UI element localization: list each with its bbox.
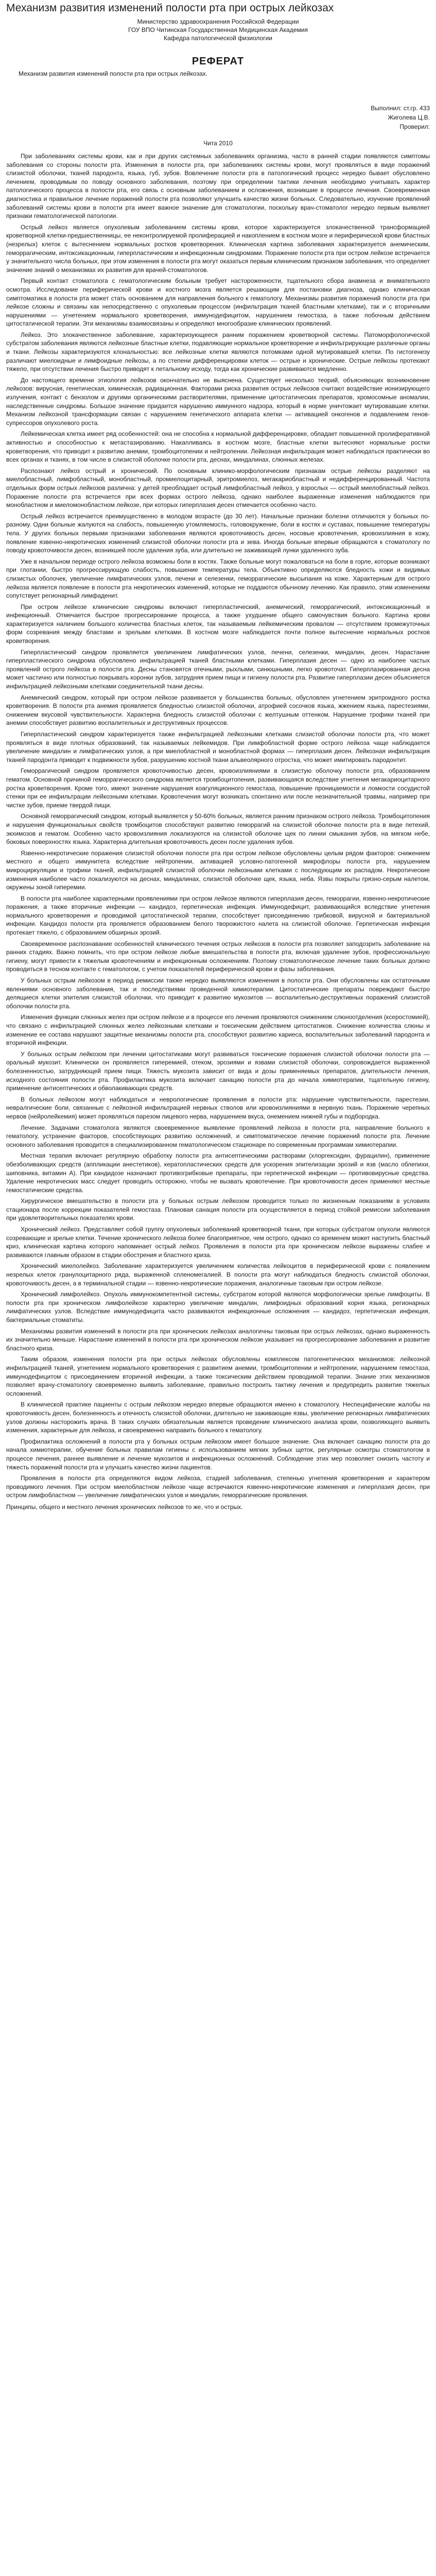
paragraph: Лейкемическая клетка имеет ряд особенностей: она не способна к нормальной дифференцировке, обладает повышенной пролиферативной активностью и способностью к метастазированию. Накапливаясь в костном мозге, бластные клетки вытесняют нормальные ростки кроветворения, что приводит к развитию анемии, тромбоцитопении и нейтропении. Лейкозная инфильтрация может наблюдаться практически во всех органах и тканях, в том числе в слизистой оболочке полости рта, деснах, миндалинах, слюнных железах. — [6, 430, 430, 464]
paragraph: Механизмы развития изменений в полости рта при хронических лейкозах аналогичны таковым при острых лейкозах, однако выраженность их значительно меньше. Нарастание изменений в полости рта при хроническом лейкозе указывает на прогрессирование заболевания и развитие бластного криза. — [6, 1327, 430, 1352]
paragraph: При заболеваниях системы крови, как и при других системных заболеваниях организма, часто в ранней стадии появляются симптомы заболевания со стороны полости рта. Изменения в полости рта, при заболеваниях системы крови, могут проявляться в виде поражений слизистой оболочки, тканей пародонта, языка, губ, зубов. Вовлечение полости рта в патологический процесс нередко бывает обусловлено лечением, проводимым по поводу основного заболевания, поэтому при определении тактики лечения необходимо учитывать характер патологического процесса в полости рта, его связь с основным заболеванием и осложнения, возникшие в процессе лечения. Своевременная диагностика и правильное лечение поражений полости рта позволяют улучшить качество жизни больных. Следовательно, изучение проявлений заболеваний системы крови в полости рта имеет важное значение для стоматологии, поскольку врач-стоматолог нередко первым выявляет признаки гематологической патологии. — [6, 152, 430, 220]
paragraph: Лечение. Задачами стоматолога являются своевременное выявление проявлений лейкоза в полости рта, направление больного к гематологу, устранение факторов, способствующих развитию осложнений, и симптоматическое лечение поражений полости рта. Лечение основного заболевания проводится в специализированном гематологическом стационаре по современным программам химиотерапии. — [6, 1124, 430, 1148]
paragraph: Местная терапия включает регулярную обработку полости рта антисептическими растворами (хлоргексидин, фурацилин), применение обезболивающих средств (аппликации анестетиков), кератопластических средств для ускорения эпителизации эрозий и язв (масло облепихи, шиповника, витамин А). При кандидозе назначают противогрибковые препараты, при герпетической инфекции — противовирусные средства. Удаление некротических масс следует проводить осторожно, чтобы не вызвать кровотечение. При кровоточивости десен применяют местные гемостатические средства. — [6, 1152, 430, 1194]
paragraph: В больных лейкозом могут наблюдаться и неврологические проявления в полости рта: нарушение чувствительности, парестезии, невралгические боли, связанные с лейкозной инфильтрацией нервных стволов или кровоизлияниями в нервную ткань. Поражение черепных нервов (нейролейкемия) может проявляться парезом лицевого нерва, нарушением вкуса, онемением нижней губы и подбородка. — [6, 1095, 430, 1120]
paragraph: Острый лейкоз встречается преимущественно в молодом возрасте (до 30 лет). Начальные признаки болезни отличаются у больных по-разному. Одни больные жалуются на слабость, повышенную утомляемость, головокружение, боли в костях и суставах, повышение температуры тела. У других больных первыми признаками заболевания являются кровоточивость десен, носовые кровотечения, кровоизлияния в кожу, появление язвенно-некротических изменений слизистой оболочки полости рта и зева. Иногда больные впервые обращаются к стоматологу по поводу кровоточивости десен, возникшей после удаления зуба, или длительно не заживающей лунки удаленного зуба. — [6, 512, 430, 554]
paragraph: Геморрагический синдром проявляется кровоточивостью десен, кровоизлияниями в слизистую оболочку полости рта, образованием гематом. Основной причиной геморрагического синдрома является тромбоцитопения, развивающаяся вследствие угнетения мегакариоцитарного ростка кроветворения. Кроме того, имеют значение нарушения коагуляционного гемостаза, повышение проницаемости и ломкости сосудистой стенки при ее инфильтрации лейкозными клетками. Кровотечения могут возникать спонтанно или после незначительной травмы, например при чистке зубов, приеме твердой пищи. — [6, 767, 430, 809]
final-heading: Принципы, общего и местного лечения хронических лейкозов то же, что и острых. — [6, 1503, 243, 1511]
paragraph: У больных острым лейкозом при лечении цитостатиками могут развиваться токсические поражения слизистой оболочки полости рта — оральный мукозит. Клинически он проявляется гиперемией, отеком, эрозиями и язвами слизистой оболочки, сопровождается выраженной болезненностью, затрудняющей прием пищи. Тяжесть мукозита зависит от вида и дозы применяемых препаратов, длительности лечения, исходного состояния полости рта. Профилактика мукозита включает санацию полости рта до начала химиотерапии, тщательную гигиену, применение антисептических и обволакивающих средств. — [6, 1050, 430, 1092]
paragraph: Распознают лейкоз острый и хронический. По основным клинико-морфологическим признакам острые лейкозы разделяют на миелобластный, лимфобластный, монобластный, промиелоцитарный, эритромиелоз, мегакариобластный и недифференцированный. Частота отдельных форм острых лейкозов различна: у детей преобладает острый лимфобластный лейкоз, у взрослых — острый миелобластный лейкоз. Поражение полости рта встречается при всех формах острого лейкоза, однако наиболее выраженные изменения наблюдаются при монобластном и миеломонобластном лейкозе, при которых гиперплазия десен отмечается особенно часто. — [6, 467, 430, 509]
body-text — [6, 152, 430, 1500]
paragraph: У больных острым лейкозом в период ремиссии также нередко выявляются изменения в полости рта. Они обусловлены как остаточными явлениями основного заболевания, так и последствиями проведенной химиотерапии. Цитостатические препараты повреждают быстро делящиеся клетки эпителия слизистой оболочки, что приводит к развитию мукозитов — воспалительно-деструктивных поражений слизистой оболочки полости рта. — [6, 977, 430, 1010]
academy-line: ГОУ ВПО Читинская Государственная Медицинская Академия — [128, 26, 308, 33]
paragraph: Своевременное распознавание особенностей клинического течения острых лейкозов в полости рта позволяет заподозрить заболевание на ранних стадиях. Важно помнить, что при остром лейкозе любые вмешательства в полости рта, включая удаление зубов, профессиональную гигиену, могут привести к тяжелым кровотечениям и инфекционным осложнениям. Поэтому стоматологическое лечение таких больных должно проводиться в тесном контакте с гематологом, с учетом показателей периферической крови и фазы заболевания. — [6, 940, 430, 973]
city-year: Чита 2010 — [203, 140, 233, 147]
department-line: Кафедра патологической физиологии — [163, 35, 272, 42]
paragraph: В полости рта наиболее характерными проявлениями при остром лейкозе являются гиперплазия десен, геморрагии, язвенно-некротические поражения, а также вторичные инфекции — кандидоз, герпетическая инфекция. Иммунодефицит, развивающийся вследствие угнетения нормального кроветворения и проводимой цитостатической терапии, способствует присоединению грибковой, вирусной и бактериальной инфекции. Кандидоз полости рта проявляется образованием белого творожистого налета на слизистой оболочке. Герпетическая инфекция протекает тяжело, с образованием обширных эрозий. — [6, 894, 430, 937]
paragraph: Хирургическое вмешательство в полости рта у больных острым лейкозом проводится только по жизненным показаниям в условиях стационара после коррекции показателей гемостаза. Плановая санация полости рта осуществляется в период стойкой ремиссии заболевания при удовлетворительных показателях крови. — [6, 1197, 430, 1222]
paragraph: Профилактика осложнений в полости рта у больных острым лейкозом имеет большое значение. Она включает санацию полости рта до начала химиотерапии, обучение больных правилам гигиены с использованием мягких зубных щеток, регулярные осмотры стоматологом в процессе лечения, раннее выявление и лечение мукозитов и инфекционных осложнений. Соблюдение этих мер позволяет снизить частоту и тяжесть поражений полости рта и улучшить качество жизни пациентов. — [6, 1437, 430, 1471]
referat-subtitle: Механизм развития изменений полости рта при острых лейкозах. — [19, 70, 207, 77]
paragraph: До настоящего времени этиология лейкозов окончательно не выяснена. Существует несколько теорий, объясняющих возникновение лейкозов: вирусная, генетическая, химическая, радиационная. Факторами риска развития острых лейкозов считают воздействие ионизирующего излучения, контакт с бензолом и другими органическими растворителями, применение цитостатических препаратов, хромосомные аномалии, наследственные синдромы. Большое значение придается нарушению иммунного надзора, который в норме уничтожает мутировавшие клетки. Механизм лейкозной трансформации связан с нарушением генетического аппарата клетки — активацией онкогенов и подавлением генов-супрессоров опухолевого роста. — [6, 376, 430, 427]
document-title: Механизм развития изменений полости рта при острых лейкозах — [6, 2, 334, 14]
paragraph: Хронический миелолейкоз. Заболевание характеризуется увеличением количества лейкоцитов в периферической крови с появлением незрелых клеток гранулоцитарного ряда, выраженной спленомегалией. В полости рта могут наблюдаться бледность слизистой оболочки, кровоточивость десен, а в терминальной стадии — язвенно-некротические поражения, аналогичные таковым при остром лейкозе. — [6, 1262, 430, 1287]
paragraph: Язвенно-некротические поражения слизистой оболочки полости рта при остром лейкозе обусловлены целым рядом факторов: снижением местного и общего иммунитета вследствие нейтропении, активацией условно-патогенной микрофлоры полости рта, нарушением микроциркуляции и трофики тканей, инфильтрацией слизистой оболочки лейкозными клетками с последующим их распадом. Некротические изменения наиболее часто локализуются на деснах, миндалинах, слизистой оболочке щек, языка, неба. Язвы покрыты грязно-серым налетом, окружены зоной гиперемии. — [6, 849, 430, 891]
paragraph: Первый контакт стоматолога с гематологическим больным требует настороженности, тщательного сбора анамнеза и внимательного осмотра. Исследование периферической крови и костного мозга является решающим для постановки диагноза, однако клиническая симптоматика в полости рта может стать основанием для направления больного к гематологу. Механизмы развития поражений полости рта при лейкозе сложны и связаны как непосредственно с опухолевым процессом (инфильтрация тканей бластными клетками), так и с вторичными нарушениями — угнетением нормального кроветворения, иммунодефицитом, нарушением гемостаза, а также побочным действием цитостатической терапии. Эти механизмы взаимосвязаны и определяют многообразие клинических проявлений. — [6, 277, 430, 328]
ministry-line: Министерство здравоохранения Российской Федерации — [137, 18, 299, 25]
paragraph: Лейкоз. Это злокачественное заболевание, характеризующееся ранним поражением кроветворной системы. Патоморфологической субстратом заболевания являются лейкозные бластные клетки, подавляющие нормальное кроветворение и инфильтрирующие различные органы и ткани. Лейкозы характеризуются клональностью: все лейкозные клетки являются потомками одной мутировавшей клетки. По гистогенезу различают миелоидные и лимфоидные лейкозы, а по степени дифференцировки клеток — острые и хронические. Острые лейкозы протекают тяжело, при отсутствии лечения быстро приводят к летальному исходу, тогда как хронические развиваются медленно. — [6, 331, 430, 373]
student-name: Жиголева Ц.В. — [388, 114, 430, 121]
paragraph: Гиперпластический синдром характеризуется также инфильтрацией лейкозными клетками слизистой оболочки полости рта, что может проявляться в виде плотных образований, так называемых лейкемидов. При лимфобластной форме острого лейкоза чаще наблюдается увеличение миндалин и лимфатических узлов, а при миелобластной и монобластной формах — гиперплазия десен. Лейкозная инфильтрация тканей пародонта приводит к подвижности зубов, разрушению костной ткани альвеолярного отростка, что может имитировать пародонтит. — [6, 731, 430, 764]
paragraph: Изменения функции слюнных желез при остром лейкозе и в процессе его лечения проявляются снижением слюноотделения (ксеростомией), что связано с инфильтрацией слюнных желез лейкозными клетками и токсическим действием цитостатиков. Снижение количества слюны и изменение ее состава нарушают защитные механизмы полости рта, способствуют развитию кариеса, воспалительных заболеваний пародонта и вторичной инфекции. — [6, 1013, 430, 1047]
paragraph: Проявления в полости рта определяются видом лейкоза, стадией заболевания, степенью угнетения кроветворения и характером проводимого лечения. При остром миелобластном лейкозе чаще встречаются язвенно-некротические изменения и гиперплазия десен, при остром лимфобластном — увеличение лимфатических узлов и миндалин, геморрагические проявления. — [6, 1475, 430, 1499]
paragraph: Уже в начальном периоде острого лейкоза возможны боли в костях. Также больные могут пожаловаться на боли в горле, которые возникают при глотании, быстро прогрессирующую слабость, повышение температуры тела. Объективно определяются бледность кожи и видимых слизистых оболочек, увеличение лимфатических узлов, печени и селезенки, геморрагические высыпания на коже. Характерным для острого лейкоза является появление в полости рта некротических изменений, которые не поддаются обычному лечению. Как правило, этим изменениям сопутствует регионарный лимфаденит. — [6, 557, 430, 600]
performed-by: Выполнил: ст.гр. 433 — [371, 105, 430, 112]
paragraph: Основной геморрагический синдром, который выявляется у 50-60% больных, является ранним признаком острого лейкоза. Тромбоцитопения и нарушения функциональных свойств тромбоцитов способствуют развитию геморрагий на слизистой оболочке полости рта в виде петехий, экхимозов и гематом. Особенно часто кровоизлияния локализуются на слизистой оболочке щек по линии смыкания зубов, на мягком небе, боковых поверхностях языка. Характерна длительная кровоточивость десен после удаления зубов. — [6, 812, 430, 846]
paragraph: Хронический лейкоз. Представляет собой группу опухолевых заболеваний кроветворной ткани, при которых субстратом опухоли являются созревающие и зрелые клетки. Течение хронического лейкоза более благоприятное, чем острого, однако со временем может наступить бластный криз, клиническая картина которого напоминает острый лейкоз. Проявления в полости рта при хроническом лейкозе выражены слабее и развиваются главным образом в стадии обострения и бластного криза. — [6, 1226, 430, 1259]
paragraph: Хронический лимфолейкоз. Опухоль иммунокомпетентной системы, субстратом которой являются морфологически зрелые лимфоциты. В полости рта при хроническом лимфолейкозе характерно увеличение миндалин, лимфоидных образований корня языка, регионарных лимфатических узлов. Вследствие иммунодефицита часто развиваются инфекционные осложнения — кандидоз, герпетическая инфекция, бактериальные стоматиты. — [6, 1291, 430, 1324]
checked-by: Проверил: — [399, 123, 430, 130]
paragraph: Анемический синдром, который при остром лейкозе развивается у большинства больных, обусловлен угнетением эритроидного ростка кроветворения. В полости рта анемия проявляется бледностью слизистой оболочки, атрофией сосочков языка, жжением языка, парестезиями, снижением вкусовой чувствительности. Характерна бледность слизистой оболочки с желтушным оттенком. Нарушение трофики тканей при анемии способствует развитию воспалительных и деструктивных процессов. — [6, 693, 430, 727]
paragraph: Гиперпластический синдром проявляется увеличением лимфатических узлов, печени, селезенки, миндалин, десен. Нарастание гиперпластического синдрома обусловлено инфильтрацией тканей бластными клетками. Гиперплазия десен — одно из наиболее частых проявлений острого лейкоза в полости рта. Десны становятся отечными, рыхлыми, синюшными, легко кровоточат. Гиперплазированная десна может частично или полностью покрывать коронки зубов, затрудняя прием пищи и гигиену полости рта. Развитие гиперплазии десен объясняется инфильтрацией лейкозными клетками соединительной ткани десны. — [6, 648, 430, 690]
paragraph: При остром лейкозе клинические синдромы включают гиперпластический, анемический, геморрагический, интоксикационный и инфекционный. Отмечается быстрое прогрессирование процесса, а также ухудшение общего самочувствия больного. Картина крови характеризуется наличием большого количества бластных клеток, так называемым лейкемическим провалом — отсутствием промежуточных форм созревания между бластами и зрелыми клетками. В костном мозге наблюдается почти полное вытеснение нормальных ростков кроветворения. — [6, 603, 430, 645]
referat-title: РЕФЕРАТ — [191, 56, 245, 67]
paragraph: Таким образом, изменения полости рта при острых лейкозах обусловлены комплексом патогенетических механизмов: лейкозной инфильтрацией тканей, угнетением нормального кроветворения с развитием анемии, тромбоцитопении и нейтропении, нарушением гемостаза, иммунодефицитом с присоединением вторичной инфекции, а также токсическим действием проводимой терапии. Знание этих механизмов позволяет врачу-стоматологу своевременно выявить заболевание, правильно построить тактику лечения и предупредить развитие тяжелых осложнений. — [6, 1355, 430, 1397]
paragraph: Острый лейкоз является опухолевым заболеванием системы крови, которое характеризуется злокачественной трансформацией кроветворной клетки-предшественницы, ее неконтролируемой пролиферацией и накоплением в костном мозге и периферической крови бластных (незрелых) клеток с вытеснением нормальных ростков кроветворения. Клиническая картина заболевания характеризуется анемическим, геморрагическим, интоксикационным, гиперпластическим и инфекционным синдромами. Поражение полости рта при остром лейкозе встречается у значительного числа больных, при этом изменения в полости рта могут оказаться первым клиническим признаком заболевания, что определяет значение знаний о механизмах их развития для врачей-стоматологов. — [6, 223, 430, 274]
paragraph: В клинической практике пациенты с острым лейкозом нередко впервые обращаются именно к стоматологу. Неспецифические жалобы на кровоточивость десен, болезненность и отечность слизистой оболочки, длительно не заживающие язвы, увеличение регионарных лимфатических узлов должны насторожить врача. В таких случаях обязательным является проведение клинического анализа крови, позволяющего выявить изменения, характерные для лейкоза, и своевременно направить больного к гематологу. — [6, 1401, 430, 1434]
